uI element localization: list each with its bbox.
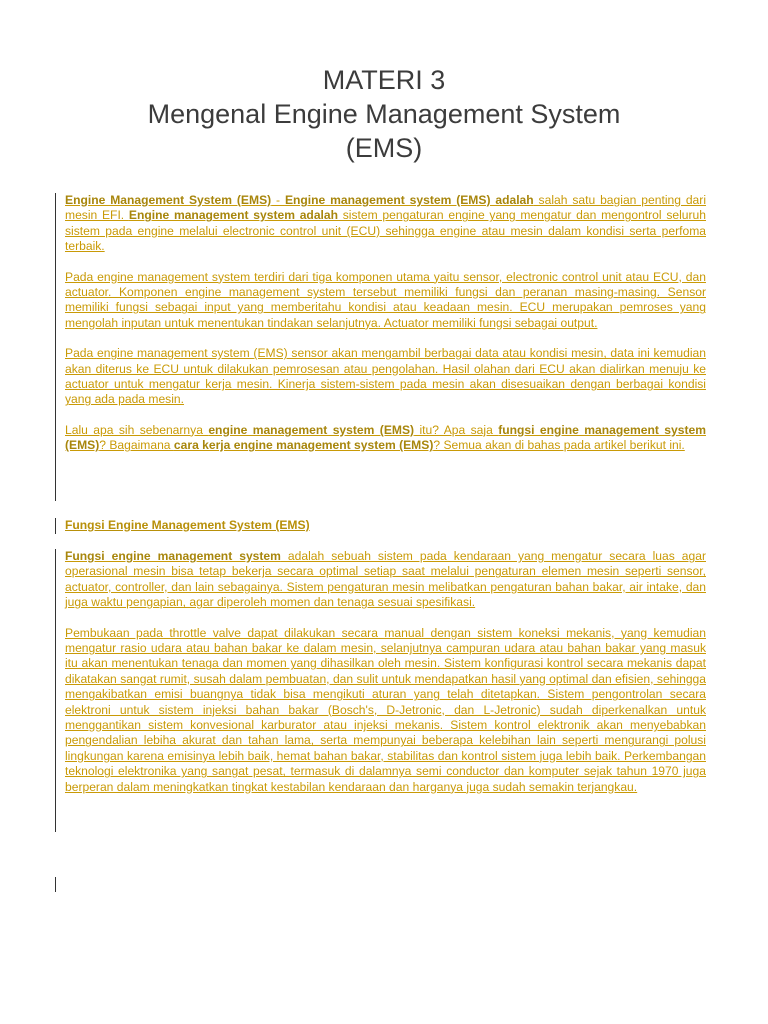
fungsi-paragraph-2[interactable]: Pembukaan pada throttle valve dapat dilakukan secara manual dengan sistem koneksi mekanis, yang kemudian mengatur rasio udara atau bahan bakar ke dalam mesin, selanjutnya campuran udara atau bahan bakar yang masuk itu akan menentukan tenaga dan momen yang dihasilkan oleh mesin. Sistem konfigurasi kontrol secara mekanis dapat dikatakan sangat rumit, susah dalam pembuatan, dan sulit untuk mendapatkan hasil yang optimal dan efisien, sehingga mengakibatkan emisi buangnya tidak bisa mengikuti aturan yang telah ditetapkan. Sistem pengontrolan secara elektroni untuk sistem injeksi bahan bakar (Bosch's, D-Jetronic, dan L-Jetronic) sudah diperkenalkan untuk menggantikan sistem konvesional karburator atau injeksi mekanis. Sistem kontrol elektronik akan menyebabkan pengendalian lebiha akurat dan tahan lama, serta mempunyai beberapa kelebihan lain seperti mengurangi polusi lingkungan karena emisinya lebih baik, hemat bahan bakar, stabilitas dan kontrol sistem juga lebih baik. Perkembangan teknologi elektronika yang sangat pesat, termasuk di dalamnya semi conductor dan komputer sejak tahun 1970 juga berperan dalam meningkatkan tingkat kestabilan kendaraan dan harganya juga sudah semakin terjangkau.: [65, 625, 706, 794]
link-fungsi-ems[interactable]: fungsi engine management system (EMS): [65, 422, 706, 453]
section-heading-fungsi[interactable]: Fungsi Engine Management System (EMS): [65, 518, 310, 532]
intro-section: [55, 193, 706, 501]
document-title-line-3: (EMS): [345, 133, 423, 163]
intro-paragraph-3[interactable]: Pada engine management system (EMS) sensor akan mengambil berbagai data atau kondisi mesin, data ini kemudian akan diterus ke ECU untuk dilakukan pemrosesan atau pengolahan. Hasil olahan dari ECU akan dialirkan menuju ke actuator untuk mengatur kerja mesin. Kinerja sistem-sistem pada mesin akan disesuaikan dengan berbagai kondisi yang ada pada mesin.: [65, 346, 706, 407]
link-ems-adalah-2[interactable]: Engine management system adalah: [128, 208, 339, 223]
fungsi-paragraph-1[interactable]: Fungsi engine management system adalah sebuah sistem pada kendaraan yang mengatur secara luas agar operasional mesin bisa tetap bekerja secara optimal setiap saat melalui pengaturan elemen mesin seperti sensor, actuator, controller, dan lain sebagainya. Sistem pengaturan mesin melibatkan pengaturan bahan bakar, air intake, dan juga waktu pengapian, agar diperoleh momen dan tenaga sesuai spesifikasi.: [65, 549, 706, 610]
link-fungsi-term[interactable]: Fungsi engine management system: [65, 549, 281, 563]
link-ems-term[interactable]: engine management system (EMS): [208, 422, 415, 437]
intro-paragraph-4[interactable]: Lalu apa sih sebenarnya engine management system (EMS) itu? Apa saja fungsi engine management system (EMS)? Bagaimana cara kerja engine management system (EMS)? Semua akan di bahas pada artikel berikut ini.: [65, 422, 706, 453]
document-title-line-2: Mengenal Engine Management System: [147, 99, 621, 129]
link-cara-kerja-ems[interactable]: cara kerja engine management system (EMS): [173, 438, 434, 453]
intro-paragraph-1[interactable]: Engine Management System (EMS) - Engine management system (EMS) adalah salah satu bagian penting dari mesin EFI. Engine management system adalah sistem pengaturan engine yang mengatur dan mengontrol seluruh sistem pada engine melalui electronic control unit (ECU) sehingga engine atau mesin dalam kondisi serta perfoma terbaik.: [65, 193, 707, 254]
link-ems[interactable]: Engine Management System (EMS): [65, 193, 272, 207]
intro-paragraph-2[interactable]: Pada engine management system terdiri dari tiga komponen utama yaitu sensor, electronic control unit atau ECU, dan actuator. Komponen engine management system tersebut memiliki fungsi dan peranan masing-masing. Sensor memiliki fungsi sebagai input yang memberitahu kondisi atau keadaan mesin. ECU merupakan pemroses yang mengolah inputan untuk menentukan tindakan selanjutnya. Actuator memiliki fungsi sebagai output.: [65, 269, 706, 330]
text-cursor: [55, 877, 56, 892]
fungsi-heading-section: [55, 518, 706, 534]
link-ems-adalah[interactable]: Engine management system (EMS) adalah: [284, 193, 534, 207]
fungsi-section: [55, 549, 706, 832]
document-title-line-1: MATERI 3: [322, 65, 446, 95]
